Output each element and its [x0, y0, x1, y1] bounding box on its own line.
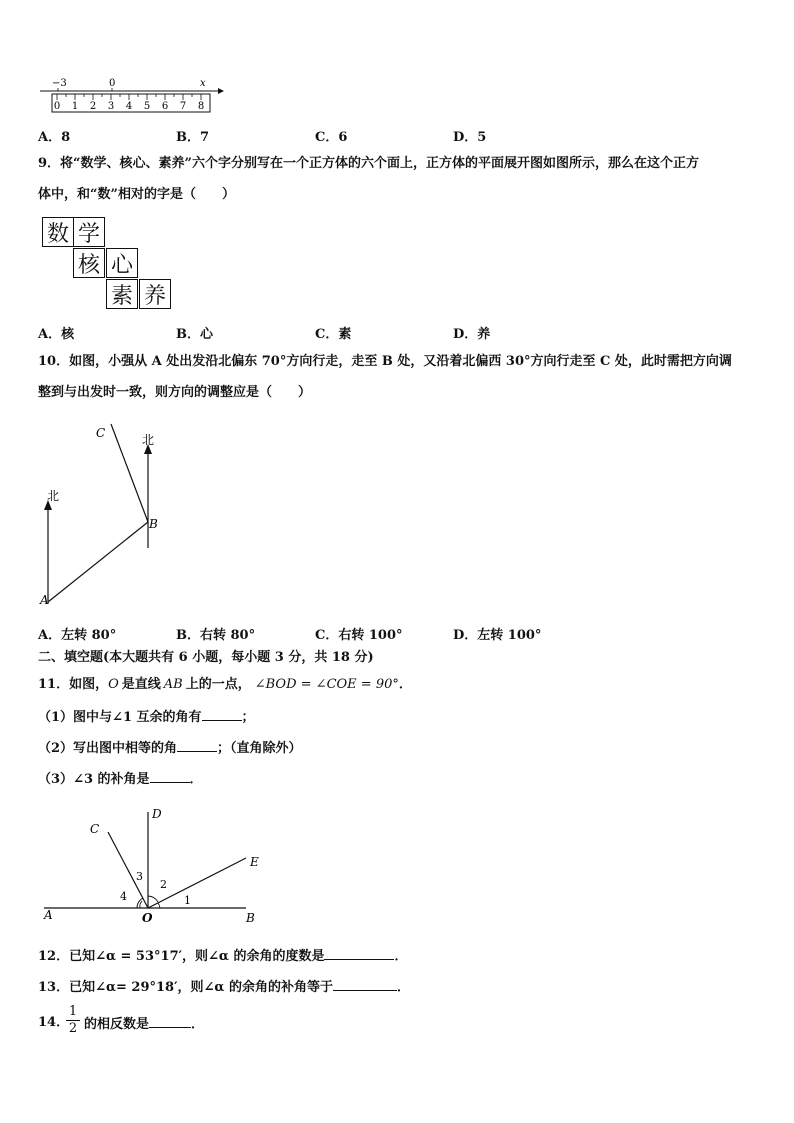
- q11-sub1-end: ；: [241, 710, 255, 725]
- q11-stem-prefix: 11．如图，: [38, 677, 109, 692]
- q14-denominator: 2: [68, 1021, 78, 1036]
- q11-stem-o: O: [108, 677, 119, 692]
- q11-stem-ab: AB: [163, 677, 183, 692]
- angle-label-o: O: [142, 911, 153, 925]
- q8-option-c[interactable]: C．6: [315, 130, 348, 145]
- point-label-a: A: [40, 593, 49, 607]
- q11-stem-mid2: 上的一点，: [185, 677, 251, 692]
- q9-stem-line1: 9．将“数学、核心、素养”六个字分别写在一个正方体的六个面上，正方体的平面展开图如图所示，那么在这个正方: [38, 156, 700, 171]
- angle-number-1: 1: [184, 894, 191, 907]
- q14-stem: [38, 1015, 69, 1031]
- q9-option-c[interactable]: C．素: [315, 327, 352, 342]
- q13-stem: [38, 978, 410, 996]
- q8-option-b[interactable]: B．7: [176, 130, 210, 145]
- q10-stem-line2: 整到与出发时一致，则方向的调整应是（ ）: [38, 385, 312, 400]
- q11-sub2: [38, 739, 302, 757]
- q14-blank[interactable]: [149, 1015, 191, 1028]
- direction-figure: [36, 420, 176, 610]
- q14-end: ．: [191, 1017, 205, 1032]
- q13-blank[interactable]: [333, 978, 397, 991]
- q11-stem-end: ．: [398, 677, 412, 692]
- angle-number-2: 2: [160, 878, 167, 891]
- q10-option-a[interactable]: A．左转 80°: [38, 628, 117, 643]
- q11-sub1-text: （1）图中与∠1 互余的角有: [38, 710, 202, 725]
- ruler-tick-5: 5: [143, 101, 151, 112]
- q10-option-d[interactable]: D．左转 100°: [453, 628, 542, 643]
- angle-number-4: 4: [120, 890, 127, 903]
- q14-fraction: [66, 1004, 80, 1037]
- q9-stem-line2: 体中，和“数”相对的字是（ ）: [38, 187, 235, 202]
- ruler-tick-3: 3: [107, 101, 115, 112]
- q14-numerator: 1: [66, 1004, 80, 1021]
- q11-stem-mid: 是直线: [121, 677, 161, 692]
- q11-sub1-blank[interactable]: [202, 708, 242, 721]
- north-label-a: 北: [47, 489, 60, 503]
- angle-label-e: E: [250, 855, 259, 869]
- q12-blank[interactable]: [324, 947, 394, 960]
- point-label-c: C: [96, 426, 106, 440]
- q11-sub3-blank[interactable]: [150, 770, 190, 783]
- number-line-figure: [36, 76, 226, 118]
- angle-label-c: C: [90, 822, 100, 836]
- ruler-tick-1: 1: [71, 101, 79, 112]
- q11-sub2-end: ；（直角除外）: [217, 741, 302, 756]
- q9-option-a[interactable]: A．核: [38, 327, 75, 342]
- point-label-b: B: [149, 517, 158, 531]
- angle-figure: [36, 800, 266, 925]
- q11-sub1: [38, 708, 255, 726]
- ruler-tick-6: 6: [161, 101, 169, 112]
- q10-stem-line1: 10．如图，小强从 A 处出发沿北偏东 70°方向行走，走至 B 处，又沿着北偏西 30°方向行走至 C 处，此时需把方向调: [38, 354, 732, 369]
- ruler-tick-0: 0: [53, 101, 61, 112]
- net-cell-yang: 养: [139, 279, 171, 309]
- north-label-b: 北: [142, 433, 155, 447]
- q14-rest: [84, 1015, 204, 1033]
- q11-sub3-end: ．: [189, 772, 203, 787]
- q11-stem: [38, 677, 412, 693]
- ruler-tick-7: 7: [179, 101, 187, 112]
- q12-stem: [38, 947, 407, 965]
- q11-sub2-blank[interactable]: [177, 739, 217, 752]
- net-cell-xue: 学: [73, 217, 105, 247]
- q9-option-d[interactable]: D．养: [453, 327, 491, 342]
- section-title: 二、填空题(本大题共有 6 小题，每小题 3 分，共 18 分): [38, 650, 374, 665]
- net-cell-shu: 数: [42, 217, 74, 247]
- q8-option-d[interactable]: D．5: [453, 130, 487, 145]
- net-cell-he: 核: [73, 248, 105, 278]
- ruler-label-neg3: −3: [52, 78, 67, 89]
- q11-stem-eq: ∠BOD = ∠COE = 90°: [254, 677, 399, 692]
- q10-option-c[interactable]: C．右转 100°: [315, 628, 403, 643]
- q14-text: 的相反数是: [84, 1017, 150, 1032]
- q14-prefix: 14．: [38, 1015, 70, 1030]
- q12-end: ．: [394, 949, 408, 964]
- q10-option-b[interactable]: B．右转 80°: [176, 628, 256, 643]
- q11-sub3: [38, 770, 203, 788]
- ruler-tick-4: 4: [125, 101, 133, 112]
- q12-text: 12．已知∠α = 53°17′，则∠α 的余角的度数是: [38, 949, 325, 964]
- net-cell-xin: 心: [106, 248, 138, 278]
- ruler-label-zero: 0: [109, 78, 116, 89]
- ruler-tick-8: 8: [197, 101, 205, 112]
- q13-text: 13．已知∠α= 29°18′，则∠α 的余角的补角等于: [38, 980, 333, 995]
- ruler-tick-2: 2: [89, 101, 97, 112]
- angle-label-b: B: [246, 911, 255, 925]
- angle-number-3: 3: [136, 870, 143, 883]
- ruler-label-x: x: [200, 78, 206, 89]
- net-cell-su: 素: [106, 279, 138, 309]
- angle-label-a: A: [44, 908, 53, 922]
- q11-sub2-text: （2）写出图中相等的角: [38, 741, 178, 756]
- q13-end: ．: [396, 980, 410, 995]
- q8-option-a[interactable]: A．8: [38, 130, 71, 145]
- q11-sub3-text: （3）∠3 的补角是: [38, 772, 150, 787]
- q9-option-b[interactable]: B．心: [176, 327, 213, 342]
- angle-label-d: D: [152, 807, 162, 821]
